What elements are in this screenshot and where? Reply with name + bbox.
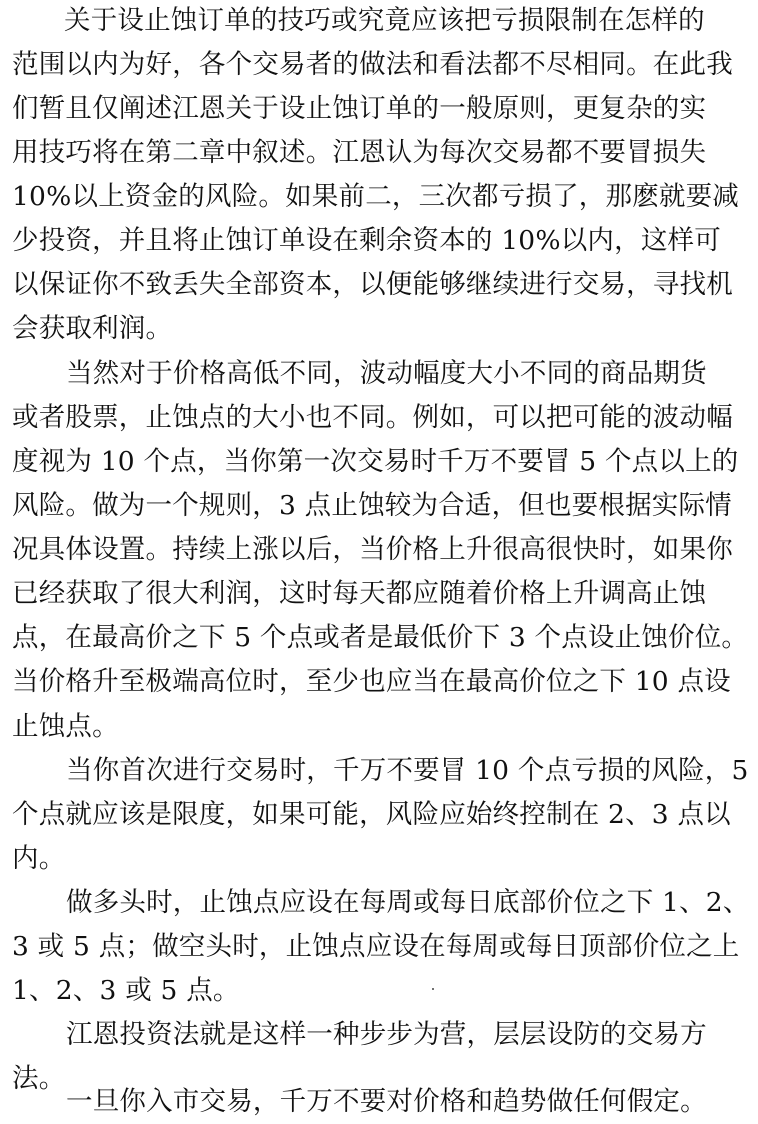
text-line: 做多头时，止蚀点应设在每周或每日底部价位之下 1、2、 bbox=[66, 887, 750, 918]
text-line: 以保证你不致丢失全部资本，以便能够继续进行交易，寻找机 bbox=[12, 269, 733, 300]
text-line: 少投资，并且将止蚀订单设在剩余资本的 10%以内，这样可 bbox=[12, 225, 721, 256]
text-line: 会获取利润。 bbox=[12, 313, 173, 344]
text-line: 当价格升至极端高位时，至少也应当在最高价位之下 10 点设 bbox=[12, 666, 731, 697]
text-line: 10%以上资金的风险。如果前二，三次都亏损了，那麽就要减 bbox=[12, 181, 739, 212]
text-line: 法。 bbox=[12, 1063, 66, 1094]
text-line: 或者股票，止蚀点的大小也不同。例如，可以把可能的波动幅 bbox=[12, 402, 733, 433]
text-line: 况具体设置。持续上涨以后，当价格上升很高很快时，如果你 bbox=[12, 534, 733, 565]
text-line: 度视为 10 个点，当你第一次交易时千万不要冒 5 个点以上的 bbox=[12, 446, 739, 477]
scan-speck bbox=[432, 988, 434, 990]
text-line: 当你首次进行交易时，千万不要冒 10 个点亏损的风险，5 bbox=[66, 755, 749, 786]
text-line: 们暂且仅阐述江恩关于设止蚀订单的一般原则，更复杂的实 bbox=[12, 93, 707, 124]
text-line: 点，在最高价之下 5 个点或者是最低价下 3 个点设止蚀价位。 bbox=[12, 622, 749, 653]
text-line: 止蚀点。 bbox=[12, 711, 119, 742]
text-line: 当然对于价格高低不同，波动幅度大小不同的商品期货 bbox=[66, 358, 707, 389]
text-line: 范围以内为好，各个交易者的做法和看法都不尽相同。在此我 bbox=[12, 49, 733, 80]
text-line: 内。 bbox=[12, 843, 66, 874]
text-line: 江恩投资法就是这样一种步步为营，层层设防的交易方 bbox=[66, 1019, 707, 1050]
text-line: 已经获取了很大利润，这时每天都应随着价格上升调高止蚀 bbox=[12, 578, 707, 609]
text-line: 关于设止蚀订单的技巧或究竟应该把亏损限制在怎样的 bbox=[64, 5, 705, 36]
text-line: 1、2、3 或 5 点。 bbox=[12, 975, 240, 1006]
text-line: 个点就应该是限度，如果可能，风险应始终控制在 2、3 点以 bbox=[12, 799, 731, 830]
text-line: 风险。做为一个规则，3 点止蚀较为合适，但也要根据实际情 bbox=[12, 490, 732, 521]
text-line: 3 或 5 点；做空头时，止蚀点应设在每周或每日顶部价位之上 bbox=[12, 931, 740, 962]
text-line: 用技巧将在第二章中叙述。江恩认为每次交易都不要冒损失 bbox=[12, 137, 707, 168]
text-line: 一旦你入市交易，千万不要对价格和趋势做任何假定。 bbox=[66, 1086, 707, 1117]
